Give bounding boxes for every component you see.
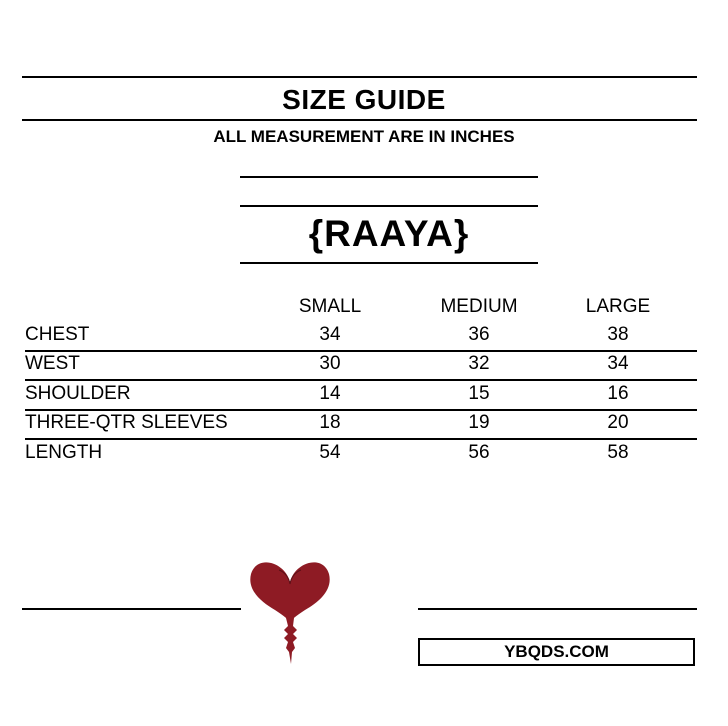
row-label: LENGTH (25, 442, 103, 463)
cell-small: 54 (319, 442, 341, 463)
cell-large: 34 (607, 353, 629, 374)
table-row-three-qtr-sleeves (25, 410, 697, 440)
row-label: SHOULDER (25, 383, 131, 404)
table-row-length (25, 440, 697, 468)
cell-medium: 32 (468, 353, 490, 374)
brand-top-rule-1 (240, 176, 538, 178)
cell-medium: 19 (468, 412, 490, 433)
cell-small: 14 (319, 383, 341, 404)
page-title: SIZE GUIDE (282, 84, 446, 115)
website-link[interactable]: YBQDS.COM (418, 638, 695, 666)
title-underline (22, 119, 697, 121)
top-rule (22, 76, 697, 78)
brand-top-rule-2 (240, 205, 538, 207)
column-header-large: LARGE (585, 296, 651, 317)
row-label: THREE-QTR SLEEVES (25, 412, 228, 433)
cell-large: 58 (607, 442, 629, 463)
row-label: WEST (25, 353, 80, 374)
cell-large: 20 (607, 412, 629, 433)
heart-logo-icon (245, 552, 337, 668)
brand-name: {RAAYA} (308, 213, 470, 254)
cell-small: 30 (319, 353, 341, 374)
page-subtitle: ALL MEASUREMENT ARE IN INCHES (213, 127, 515, 146)
cell-small: 18 (319, 412, 341, 433)
table-row-chest (25, 322, 697, 352)
cell-large: 38 (607, 324, 629, 345)
cell-medium: 15 (468, 383, 490, 404)
row-label: CHEST (25, 324, 90, 345)
footer-rule-left (22, 608, 241, 610)
column-header-medium: MEDIUM (440, 296, 518, 317)
footer-rule-right (418, 608, 697, 610)
cell-small: 34 (319, 324, 341, 345)
table-row-west (25, 351, 697, 381)
table-row-shoulder (25, 381, 697, 411)
cell-medium: 56 (468, 442, 490, 463)
cell-medium: 36 (468, 324, 490, 345)
brand-bottom-rule (240, 262, 538, 264)
cell-large: 16 (607, 383, 629, 404)
column-header-small: SMALL (298, 296, 362, 317)
